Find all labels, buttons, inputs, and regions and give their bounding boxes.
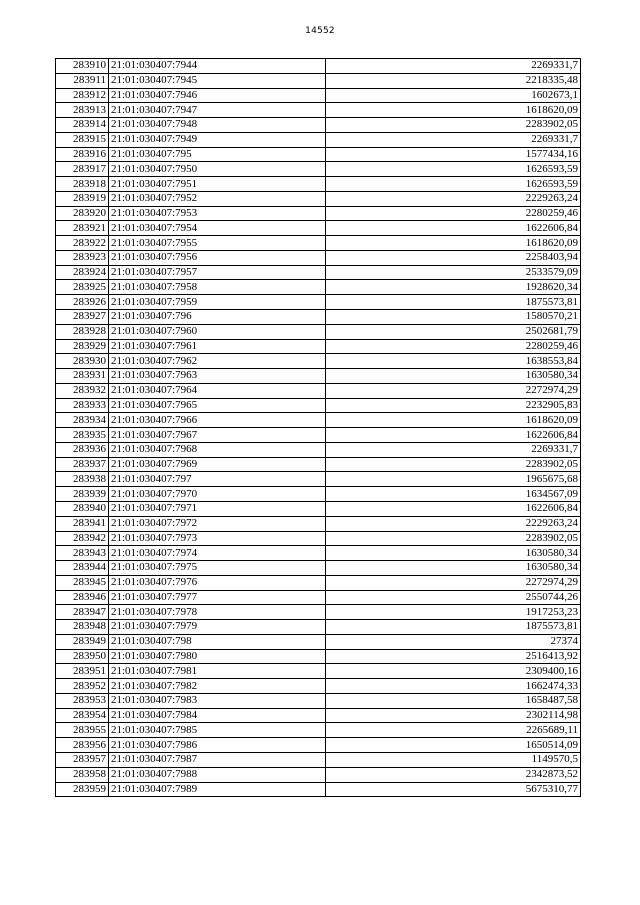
row-number-cell: 283914 xyxy=(56,118,109,133)
table-row xyxy=(56,236,581,251)
cadastral-value-cell: 1658487,58 xyxy=(326,693,581,708)
table-row xyxy=(56,442,581,457)
cadastral-value-cell: 2269331,7 xyxy=(326,59,581,74)
cadastral-number-cell: 21:01:030407:7981 xyxy=(109,664,326,679)
row-number-cell: 283957 xyxy=(56,752,109,767)
row-number-cell: 283934 xyxy=(56,413,109,428)
cadastral-value-cell: 2218335,48 xyxy=(326,73,581,88)
cadastral-number-cell: 21:01:030407:7972 xyxy=(109,516,326,531)
table-row xyxy=(56,620,581,635)
row-number-cell: 283912 xyxy=(56,88,109,103)
row-number-cell: 283931 xyxy=(56,369,109,384)
cadastral-value-cell: 2342873,52 xyxy=(326,767,581,782)
cadastral-number-cell: 21:01:030407:7975 xyxy=(109,561,326,576)
cadastral-number-cell: 21:01:030407:7946 xyxy=(109,88,326,103)
table-row xyxy=(56,221,581,236)
cadastral-number-cell: 21:01:030407:7974 xyxy=(109,546,326,561)
table-row xyxy=(56,708,581,723)
row-number-cell: 283955 xyxy=(56,723,109,738)
cadastral-number-cell: 21:01:030407:7954 xyxy=(109,221,326,236)
row-number-cell: 283920 xyxy=(56,206,109,221)
cadastral-number-cell: 21:01:030407:7948 xyxy=(109,118,326,133)
cadastral-number-cell: 21:01:030407:7955 xyxy=(109,236,326,251)
table-row xyxy=(56,723,581,738)
cadastral-value-cell: 1618620,09 xyxy=(326,103,581,118)
row-number-cell: 283956 xyxy=(56,738,109,753)
cadastral-value-cell: 1626593,59 xyxy=(326,177,581,192)
table-row xyxy=(56,147,581,162)
cadastral-value-cell: 1149570,5 xyxy=(326,752,581,767)
cadastral-number-cell: 21:01:030407:7947 xyxy=(109,103,326,118)
table-row xyxy=(56,295,581,310)
row-number-cell: 283949 xyxy=(56,634,109,649)
cadastral-value-cell: 1875573,81 xyxy=(326,620,581,635)
cadastral-number-cell: 21:01:030407:7964 xyxy=(109,383,326,398)
cadastral-value-cell: 1630580,34 xyxy=(326,546,581,561)
cadastral-number-cell: 21:01:030407:7945 xyxy=(109,73,326,88)
row-number-cell: 283958 xyxy=(56,767,109,782)
cadastral-value-cell: 1650514,09 xyxy=(326,738,581,753)
row-number-cell: 283923 xyxy=(56,250,109,265)
table-row xyxy=(56,310,581,325)
cadastral-value-cell: 2283902,05 xyxy=(326,457,581,472)
row-number-cell: 283921 xyxy=(56,221,109,236)
cadastral-value-cell: 2258403,94 xyxy=(326,250,581,265)
row-number-cell: 283916 xyxy=(56,147,109,162)
cadastral-value-cell: 2283902,05 xyxy=(326,118,581,133)
table-row xyxy=(56,531,581,546)
cadastral-number-cell: 21:01:030407:798 xyxy=(109,634,326,649)
cadastral-value-cell: 2283902,05 xyxy=(326,531,581,546)
cadastral-value-cell: 2280259,46 xyxy=(326,339,581,354)
table-row xyxy=(56,738,581,753)
cadastral-number-cell: 21:01:030407:7967 xyxy=(109,428,326,443)
row-number-cell: 283925 xyxy=(56,280,109,295)
row-number-cell: 283950 xyxy=(56,649,109,664)
table-row xyxy=(56,575,581,590)
table-row xyxy=(56,280,581,295)
table-row xyxy=(56,413,581,428)
row-number-cell: 283933 xyxy=(56,398,109,413)
row-number-cell: 283948 xyxy=(56,620,109,635)
cadastral-number-cell: 21:01:030407:7982 xyxy=(109,679,326,694)
row-number-cell: 283932 xyxy=(56,383,109,398)
row-number-cell: 283951 xyxy=(56,664,109,679)
cadastral-number-cell: 21:01:030407:7965 xyxy=(109,398,326,413)
cadastral-value-cell: 1618620,09 xyxy=(326,413,581,428)
table-row xyxy=(56,73,581,88)
cadastral-value-cell: 2502681,79 xyxy=(326,324,581,339)
cadastral-number-cell: 21:01:030407:7977 xyxy=(109,590,326,605)
cadastral-number-cell: 21:01:030407:7969 xyxy=(109,457,326,472)
cadastral-number-cell: 21:01:030407:7989 xyxy=(109,782,326,797)
cadastral-number-cell: 21:01:030407:7985 xyxy=(109,723,326,738)
cadastral-value-cell: 2309400,16 xyxy=(326,664,581,679)
table-row xyxy=(56,501,581,516)
table-row xyxy=(56,679,581,694)
table-row xyxy=(56,118,581,133)
row-number-cell: 283937 xyxy=(56,457,109,472)
page-number: 14552 xyxy=(305,26,335,36)
cadastral-value-cell: 1626593,59 xyxy=(326,162,581,177)
cadastral-number-cell: 21:01:030407:7983 xyxy=(109,693,326,708)
cadastral-number-cell: 21:01:030407:7979 xyxy=(109,620,326,635)
cadastral-number-cell: 21:01:030407:7973 xyxy=(109,531,326,546)
row-number-cell: 283941 xyxy=(56,516,109,531)
table-row xyxy=(56,561,581,576)
cadastral-number-cell: 21:01:030407:7968 xyxy=(109,442,326,457)
cadastral-value-cell: 1638553,84 xyxy=(326,354,581,369)
cadastral-value-cell: 1662474,33 xyxy=(326,679,581,694)
table-row xyxy=(56,339,581,354)
table-row xyxy=(56,487,581,502)
cadastral-value-cell: 1875573,81 xyxy=(326,295,581,310)
cadastral-value-cell: 1630580,34 xyxy=(326,369,581,384)
registry-table xyxy=(55,58,581,797)
table-row xyxy=(56,590,581,605)
table-row xyxy=(56,162,581,177)
row-number-cell: 283930 xyxy=(56,354,109,369)
cadastral-number-cell: 21:01:030407:7952 xyxy=(109,191,326,206)
row-number-cell: 283913 xyxy=(56,103,109,118)
table-row xyxy=(56,472,581,487)
table-row xyxy=(56,767,581,782)
table-row xyxy=(56,457,581,472)
row-number-cell: 283944 xyxy=(56,561,109,576)
cadastral-value-cell: 2272974,29 xyxy=(326,575,581,590)
cadastral-number-cell: 21:01:030407:797 xyxy=(109,472,326,487)
cadastral-number-cell: 21:01:030407:7956 xyxy=(109,250,326,265)
row-number-cell: 283954 xyxy=(56,708,109,723)
table-row xyxy=(56,354,581,369)
cadastral-value-cell: 1630580,34 xyxy=(326,561,581,576)
cadastral-number-cell: 21:01:030407:7944 xyxy=(109,59,326,74)
cadastral-number-cell: 21:01:030407:7976 xyxy=(109,575,326,590)
row-number-cell: 283918 xyxy=(56,177,109,192)
row-number-cell: 283919 xyxy=(56,191,109,206)
cadastral-number-cell: 21:01:030407:7980 xyxy=(109,649,326,664)
table-row xyxy=(56,103,581,118)
cadastral-value-cell: 2302114,98 xyxy=(326,708,581,723)
cadastral-value-cell: 1622606,84 xyxy=(326,428,581,443)
cadastral-number-cell: 21:01:030407:7950 xyxy=(109,162,326,177)
table-row xyxy=(56,250,581,265)
row-number-cell: 283935 xyxy=(56,428,109,443)
row-number-cell: 283953 xyxy=(56,693,109,708)
row-number-cell: 283940 xyxy=(56,501,109,516)
cadastral-number-cell: 21:01:030407:7988 xyxy=(109,767,326,782)
table-row xyxy=(56,634,581,649)
row-number-cell: 283936 xyxy=(56,442,109,457)
row-number-cell: 283939 xyxy=(56,487,109,502)
cadastral-value-cell: 2272974,29 xyxy=(326,383,581,398)
table-row xyxy=(56,132,581,147)
cadastral-value-cell: 1928620,34 xyxy=(326,280,581,295)
cadastral-value-cell: 2516413,92 xyxy=(326,649,581,664)
row-number-cell: 283927 xyxy=(56,310,109,325)
registry-table-body xyxy=(56,59,581,797)
table-row xyxy=(56,516,581,531)
cadastral-value-cell: 2229263,24 xyxy=(326,516,581,531)
cadastral-value-cell: 1965675,68 xyxy=(326,472,581,487)
row-number-cell: 283910 xyxy=(56,59,109,74)
row-number-cell: 283945 xyxy=(56,575,109,590)
cadastral-value-cell: 2269331,7 xyxy=(326,442,581,457)
table-row xyxy=(56,88,581,103)
table-row xyxy=(56,605,581,620)
table-row xyxy=(56,265,581,280)
cadastral-value-cell: 2533579,09 xyxy=(326,265,581,280)
cadastral-number-cell: 21:01:030407:7949 xyxy=(109,132,326,147)
table-row xyxy=(56,206,581,221)
row-number-cell: 283924 xyxy=(56,265,109,280)
cadastral-value-cell: 1622606,84 xyxy=(326,221,581,236)
cadastral-number-cell: 21:01:030407:7986 xyxy=(109,738,326,753)
cadastral-number-cell: 21:01:030407:7958 xyxy=(109,280,326,295)
cadastral-number-cell: 21:01:030407:7953 xyxy=(109,206,326,221)
cadastral-value-cell: 27374 xyxy=(326,634,581,649)
cadastral-number-cell: 21:01:030407:7987 xyxy=(109,752,326,767)
cadastral-value-cell: 1580570,21 xyxy=(326,310,581,325)
cadastral-number-cell: 21:01:030407:7966 xyxy=(109,413,326,428)
table-row xyxy=(56,324,581,339)
cadastral-number-cell: 21:01:030407:7951 xyxy=(109,177,326,192)
table-row xyxy=(56,398,581,413)
row-number-cell: 283942 xyxy=(56,531,109,546)
cadastral-number-cell: 21:01:030407:7978 xyxy=(109,605,326,620)
cadastral-value-cell: 5675310,77 xyxy=(326,782,581,797)
cadastral-value-cell: 1602673,1 xyxy=(326,88,581,103)
cadastral-value-cell: 2229263,24 xyxy=(326,191,581,206)
row-number-cell: 283922 xyxy=(56,236,109,251)
row-number-cell: 283938 xyxy=(56,472,109,487)
table-row xyxy=(56,693,581,708)
table-row xyxy=(56,782,581,797)
cadastral-number-cell: 21:01:030407:796 xyxy=(109,310,326,325)
row-number-cell: 283929 xyxy=(56,339,109,354)
cadastral-number-cell: 21:01:030407:7957 xyxy=(109,265,326,280)
table-row xyxy=(56,546,581,561)
cadastral-value-cell: 2280259,46 xyxy=(326,206,581,221)
table-row xyxy=(56,177,581,192)
table-row xyxy=(56,752,581,767)
row-number-cell: 283917 xyxy=(56,162,109,177)
cadastral-value-cell: 2550744,26 xyxy=(326,590,581,605)
row-number-cell: 283952 xyxy=(56,679,109,694)
row-number-cell: 283928 xyxy=(56,324,109,339)
row-number-cell: 283946 xyxy=(56,590,109,605)
table-row xyxy=(56,664,581,679)
cadastral-value-cell: 2232905,83 xyxy=(326,398,581,413)
cadastral-number-cell: 21:01:030407:7984 xyxy=(109,708,326,723)
cadastral-number-cell: 21:01:030407:7962 xyxy=(109,354,326,369)
row-number-cell: 283959 xyxy=(56,782,109,797)
row-number-cell: 283926 xyxy=(56,295,109,310)
table-row xyxy=(56,649,581,664)
table-row xyxy=(56,428,581,443)
cadastral-number-cell: 21:01:030407:795 xyxy=(109,147,326,162)
table-row xyxy=(56,59,581,74)
cadastral-value-cell: 2265689,11 xyxy=(326,723,581,738)
cadastral-value-cell: 1622606,84 xyxy=(326,501,581,516)
cadastral-number-cell: 21:01:030407:7960 xyxy=(109,324,326,339)
cadastral-number-cell: 21:01:030407:7971 xyxy=(109,501,326,516)
table-row xyxy=(56,369,581,384)
cadastral-value-cell: 1917253,23 xyxy=(326,605,581,620)
row-number-cell: 283943 xyxy=(56,546,109,561)
table-row xyxy=(56,383,581,398)
row-number-cell: 283947 xyxy=(56,605,109,620)
cadastral-number-cell: 21:01:030407:7963 xyxy=(109,369,326,384)
cadastral-number-cell: 21:01:030407:7959 xyxy=(109,295,326,310)
cadastral-value-cell: 2269331,7 xyxy=(326,132,581,147)
table-row xyxy=(56,191,581,206)
cadastral-value-cell: 1634567,09 xyxy=(326,487,581,502)
row-number-cell: 283911 xyxy=(56,73,109,88)
cadastral-value-cell: 1577434,16 xyxy=(326,147,581,162)
cadastral-number-cell: 21:01:030407:7970 xyxy=(109,487,326,502)
row-number-cell: 283915 xyxy=(56,132,109,147)
cadastral-value-cell: 1618620,09 xyxy=(326,236,581,251)
cadastral-number-cell: 21:01:030407:7961 xyxy=(109,339,326,354)
